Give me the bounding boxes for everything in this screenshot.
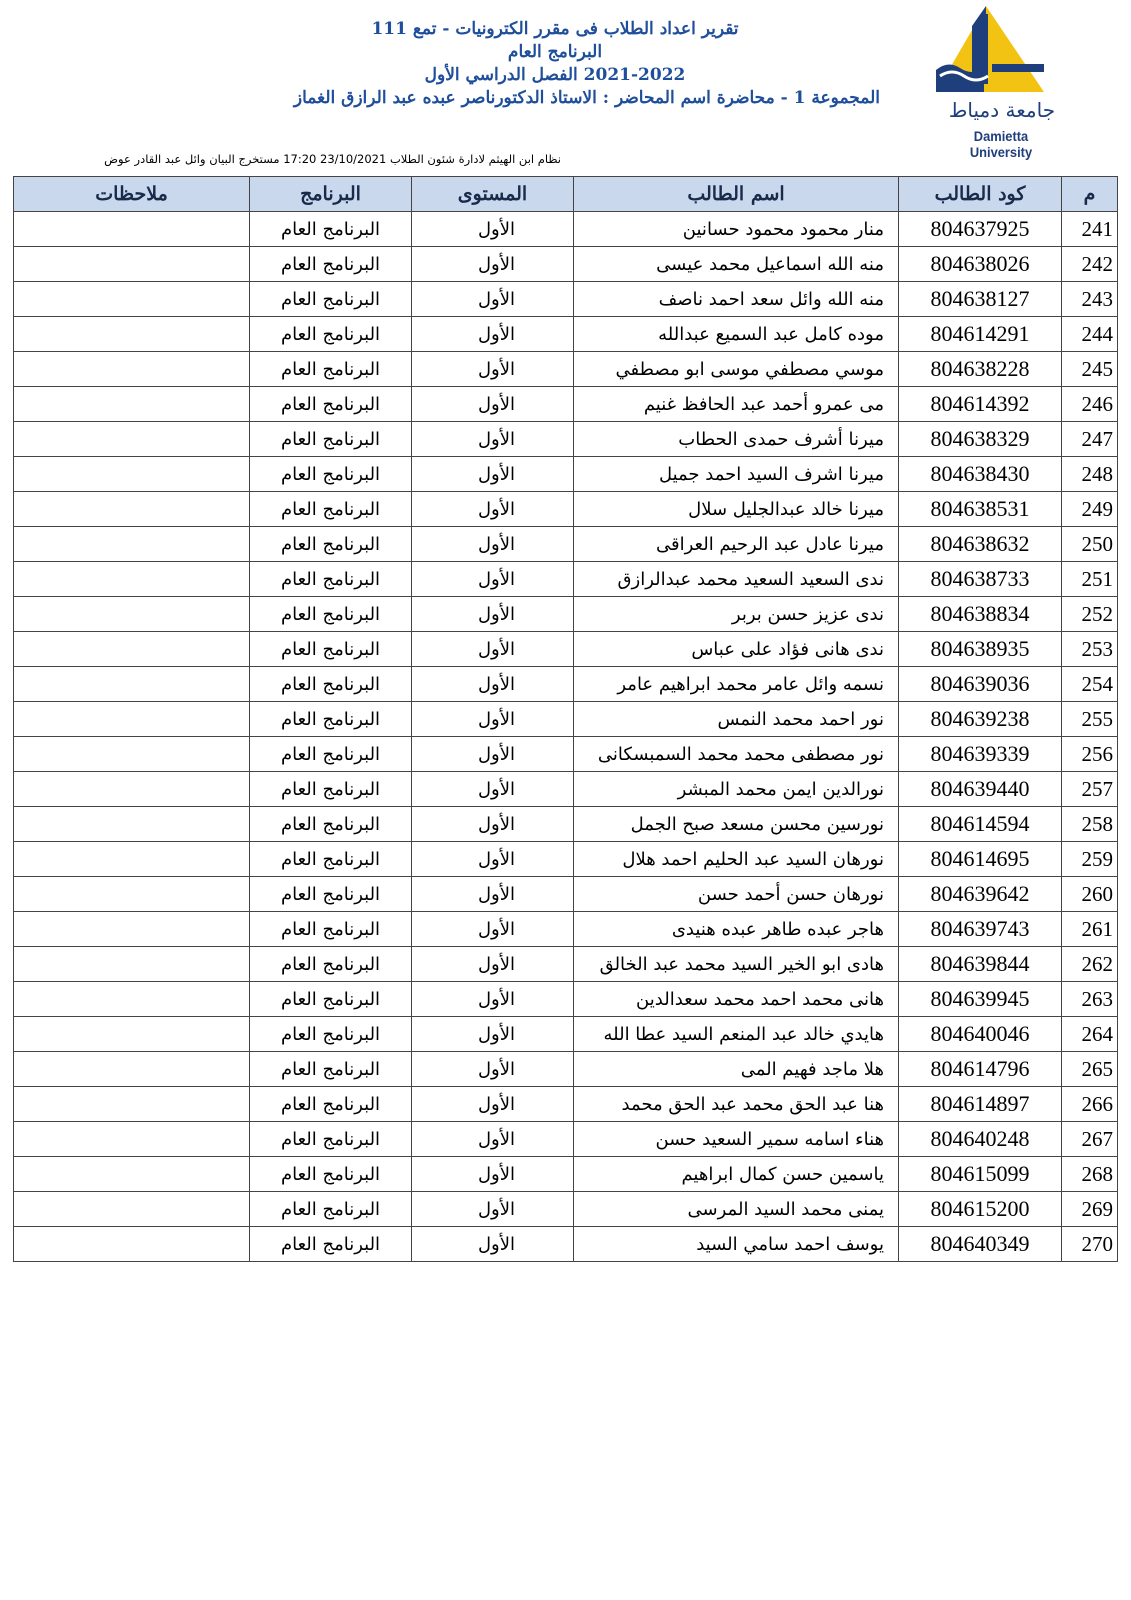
cell-code: 804639440 [899,772,1062,807]
table-row [14,842,1118,877]
cell-level: الأول [412,492,574,527]
university-logo [936,4,1066,160]
logo-english-text: Damietta University [969,128,1033,160]
report-title: تقرير اعداد الطلاب فى مقرر الكترونيات - تمع 111 [371,19,739,39]
cell-notes [14,212,250,247]
cell-notes [14,562,250,597]
cell-name: نور احمد محمد النمس [574,702,899,737]
cell-name: مى عمرو أحمد عبد الحافظ غنيم [574,387,899,422]
cell-notes [14,1192,250,1227]
cell-program: البرنامج العام [250,1227,412,1262]
cell-name: نور مصطفى محمد محمد السمبسكانى [574,737,899,772]
cell-notes [14,1087,250,1122]
cell-notes [14,667,250,702]
cell-num: 253 [1062,632,1118,667]
cell-code: 804639743 [899,912,1062,947]
cell-name: هانى محمد احمد محمد سعدالدين [574,982,899,1017]
col-header-notes: ملاحظات [14,177,250,212]
cell-program: البرنامج العام [250,912,412,947]
cell-notes [14,317,250,352]
cell-notes [14,807,250,842]
cell-num: 263 [1062,982,1118,1017]
cell-program: البرنامج العام [250,1052,412,1087]
cell-num: 249 [1062,492,1118,527]
cell-level: الأول [412,1157,574,1192]
cell-name: ندى عزيز حسن بربر [574,597,899,632]
cell-name: نسمه وائل عامر محمد ابراهيم عامر [574,667,899,702]
table-row [14,982,1118,1017]
table-header-row [14,177,1118,212]
cell-program: البرنامج العام [250,212,412,247]
cell-level: الأول [412,807,574,842]
cell-program: البرنامج العام [250,1157,412,1192]
table-row [14,737,1118,772]
cell-program: البرنامج العام [250,597,412,632]
cell-level: الأول [412,702,574,737]
cell-code: 804614291 [899,317,1062,352]
cell-code: 804638026 [899,247,1062,282]
table-row [14,422,1118,457]
col-header-program: البرنامج [250,177,412,212]
cell-level: الأول [412,842,574,877]
cell-program: البرنامج العام [250,1192,412,1227]
cell-name: هناء اسامه سمير السعيد حسن [574,1122,899,1157]
cell-notes [14,282,250,317]
cell-name: هايدي خالد عبد المنعم السيد عطا الله [574,1017,899,1052]
cell-level: الأول [412,527,574,562]
cell-program: البرنامج العام [250,527,412,562]
cell-num: 247 [1062,422,1118,457]
cell-level: الأول [412,1192,574,1227]
cell-name: هادى ابو الخير السيد محمد عبد الخالق [574,947,899,982]
cell-name: منار محمود محمود حسانين [574,212,899,247]
cell-name: ميرنا عادل عبد الرحيم العراقى [574,527,899,562]
cell-name: يمنى محمد السيد المرسى [574,1192,899,1227]
cell-num: 248 [1062,457,1118,492]
cell-num: 270 [1062,1227,1118,1262]
cell-code: 804637925 [899,212,1062,247]
cell-num: 260 [1062,877,1118,912]
table-row [14,912,1118,947]
cell-num: 251 [1062,562,1118,597]
cell-code: 804639945 [899,982,1062,1017]
table-row [14,877,1118,912]
cell-name: يوسف احمد سامي السيد [574,1227,899,1262]
cell-program: البرنامج العام [250,1017,412,1052]
table-row [14,317,1118,352]
table-row [14,1052,1118,1087]
cell-name: نورسين محسن مسعد صبح الجمل [574,807,899,842]
cell-program: البرنامج العام [250,352,412,387]
cell-program: البرنامج العام [250,1122,412,1157]
cell-level: الأول [412,737,574,772]
cell-notes [14,527,250,562]
table-row [14,947,1118,982]
table-row [14,212,1118,247]
cell-notes [14,387,250,422]
table-row [14,1017,1118,1052]
cell-program: البرنامج العام [250,772,412,807]
cell-code: 804639339 [899,737,1062,772]
cell-num: 242 [1062,247,1118,282]
cell-num: 264 [1062,1017,1118,1052]
cell-level: الأول [412,247,574,282]
cell-name: منه الله وائل سعد احمد ناصف [574,282,899,317]
report-header [230,18,880,110]
cell-code: 804640046 [899,1017,1062,1052]
cell-num: 252 [1062,597,1118,632]
table-row [14,457,1118,492]
cell-code: 804615099 [899,1157,1062,1192]
system-info-line: نظام ابن الهيثم لادارة شئون الطلاب 23/10/2021 17:20 مستخرج البيان وائل عبد القادر عوض [104,152,561,166]
cell-notes [14,1017,250,1052]
cell-name: ياسمين حسن كمال ابراهيم [574,1157,899,1192]
cell-num: 241 [1062,212,1118,247]
cell-level: الأول [412,387,574,422]
cell-num: 250 [1062,527,1118,562]
cell-code: 804638127 [899,282,1062,317]
cell-code: 804615200 [899,1192,1062,1227]
cell-level: الأول [412,772,574,807]
cell-level: الأول [412,562,574,597]
cell-notes [14,702,250,737]
cell-level: الأول [412,212,574,247]
cell-notes [14,352,250,387]
cell-code: 804614392 [899,387,1062,422]
cell-notes [14,877,250,912]
cell-code: 804639844 [899,947,1062,982]
cell-program: البرنامج العام [250,982,412,1017]
cell-program: البرنامج العام [250,247,412,282]
cell-notes [14,632,250,667]
col-header-name: اسم الطالب [574,177,899,212]
col-header-num: م [1062,177,1118,212]
cell-code: 804640349 [899,1227,1062,1262]
cell-level: الأول [412,632,574,667]
cell-num: 267 [1062,1122,1118,1157]
cell-num: 246 [1062,387,1118,422]
cell-code: 804639642 [899,877,1062,912]
cell-num: 254 [1062,667,1118,702]
table-row [14,702,1118,737]
cell-num: 261 [1062,912,1118,947]
cell-program: البرنامج العام [250,842,412,877]
cell-code: 804638228 [899,352,1062,387]
students-table [13,176,1118,1262]
cell-level: الأول [412,282,574,317]
table-row [14,1192,1118,1227]
cell-notes [14,737,250,772]
cell-name: ميرنا اشرف السيد احمد جميل [574,457,899,492]
table-row [14,352,1118,387]
table-row [14,632,1118,667]
cell-level: الأول [412,1052,574,1087]
cell-name: موسي مصطفي موسى ابو مصطفي [574,352,899,387]
cell-num: 258 [1062,807,1118,842]
semester-line: 2021-2022 الفصل الدراسي الأول [424,65,686,85]
cell-level: الأول [412,597,574,632]
table-row [14,772,1118,807]
cell-program: البرنامج العام [250,282,412,317]
cell-level: الأول [412,457,574,492]
cell-name: ندى هانى فؤاد على عباس [574,632,899,667]
group-lecturer-line: المجموعة 1 - محاضرة اسم المحاضر : الاستاذ الدكتورناصر عبده عبد الرازق الغماز [293,88,880,108]
cell-code: 804638329 [899,422,1062,457]
cell-level: الأول [412,1122,574,1157]
table-row [14,527,1118,562]
cell-program: البرنامج العام [250,807,412,842]
cell-num: 245 [1062,352,1118,387]
table-row [14,807,1118,842]
cell-notes [14,1052,250,1087]
cell-name: ندى السعيد السعيد محمد عبدالرازق [574,562,899,597]
cell-level: الأول [412,1017,574,1052]
cell-notes [14,982,250,1017]
table-row [14,1087,1118,1122]
cell-code: 804638531 [899,492,1062,527]
cell-level: الأول [412,877,574,912]
cell-code: 804638834 [899,597,1062,632]
cell-name: هنا عبد الحق محمد عبد الحق محمد [574,1087,899,1122]
cell-notes [14,947,250,982]
cell-num: 266 [1062,1087,1118,1122]
cell-num: 265 [1062,1052,1118,1087]
cell-name: هلا ماجد فهيم المى [574,1052,899,1087]
cell-num: 244 [1062,317,1118,352]
table-row [14,1227,1118,1262]
cell-level: الأول [412,422,574,457]
cell-name: نورهان حسن أحمد حسن [574,877,899,912]
cell-code: 804614796 [899,1052,1062,1087]
cell-code: 804638733 [899,562,1062,597]
cell-notes [14,247,250,282]
cell-program: البرنامج العام [250,947,412,982]
table-row [14,1157,1118,1192]
cell-code: 804638430 [899,457,1062,492]
cell-notes [14,492,250,527]
cell-notes [14,912,250,947]
cell-program: البرنامج العام [250,737,412,772]
cell-level: الأول [412,947,574,982]
cell-notes [14,842,250,877]
cell-code: 804639238 [899,702,1062,737]
cell-name: نورالدين ايمن محمد المبشر [574,772,899,807]
cell-level: الأول [412,982,574,1017]
table-row [14,492,1118,527]
table-row [14,1122,1118,1157]
cell-num: 243 [1062,282,1118,317]
cell-program: البرنامج العام [250,562,412,597]
cell-program: البرنامج العام [250,387,412,422]
table-row [14,667,1118,702]
cell-code: 804638935 [899,632,1062,667]
cell-level: الأول [412,352,574,387]
cell-code: 804614897 [899,1087,1062,1122]
cell-num: 269 [1062,1192,1118,1227]
cell-num: 259 [1062,842,1118,877]
table-row [14,387,1118,422]
cell-level: الأول [412,1087,574,1122]
cell-name: ميرنا خالد عبدالجليل سلال [574,492,899,527]
cell-num: 256 [1062,737,1118,772]
cell-notes [14,1122,250,1157]
cell-code: 804638632 [899,527,1062,562]
col-header-level: المستوى [412,177,574,212]
table-row [14,247,1118,282]
cell-program: البرنامج العام [250,317,412,352]
cell-name: موده كامل عبد السميع عبدالله [574,317,899,352]
cell-name: نورهان السيد عبد الحليم احمد هلال [574,842,899,877]
cell-program: البرنامج العام [250,632,412,667]
cell-code: 804614594 [899,807,1062,842]
cell-name: منه الله اسماعيل محمد عيسى [574,247,899,282]
table-row [14,282,1118,317]
cell-num: 257 [1062,772,1118,807]
cell-program: البرنامج العام [250,877,412,912]
cell-notes [14,422,250,457]
table-row [14,562,1118,597]
cell-program: البرنامج العام [250,702,412,737]
cell-code: 804614695 [899,842,1062,877]
cell-program: البرنامج العام [250,422,412,457]
table-row [14,597,1118,632]
cell-num: 262 [1062,947,1118,982]
cell-program: البرنامج العام [250,457,412,492]
cell-notes [14,457,250,492]
cell-program: البرنامج العام [250,667,412,702]
cell-num: 255 [1062,702,1118,737]
cell-notes [14,1227,250,1262]
cell-name: هاجر عبده طاهر عبده هنيدى [574,912,899,947]
logo-arabic-text: جامعة دمياط [948,98,1056,122]
cell-level: الأول [412,317,574,352]
cell-level: الأول [412,1227,574,1262]
col-header-code: كود الطالب [899,177,1062,212]
cell-program: البرنامج العام [250,492,412,527]
cell-notes [14,1157,250,1192]
cell-code: 804640248 [899,1122,1062,1157]
cell-notes [14,597,250,632]
logo-emblem-icon [936,4,1066,104]
cell-level: الأول [412,912,574,947]
cell-program: البرنامج العام [250,1087,412,1122]
cell-notes [14,772,250,807]
cell-code: 804639036 [899,667,1062,702]
cell-name: ميرنا أشرف حمدى الحطاب [574,422,899,457]
cell-num: 268 [1062,1157,1118,1192]
cell-level: الأول [412,667,574,702]
program-title: البرنامج العام [507,42,603,62]
